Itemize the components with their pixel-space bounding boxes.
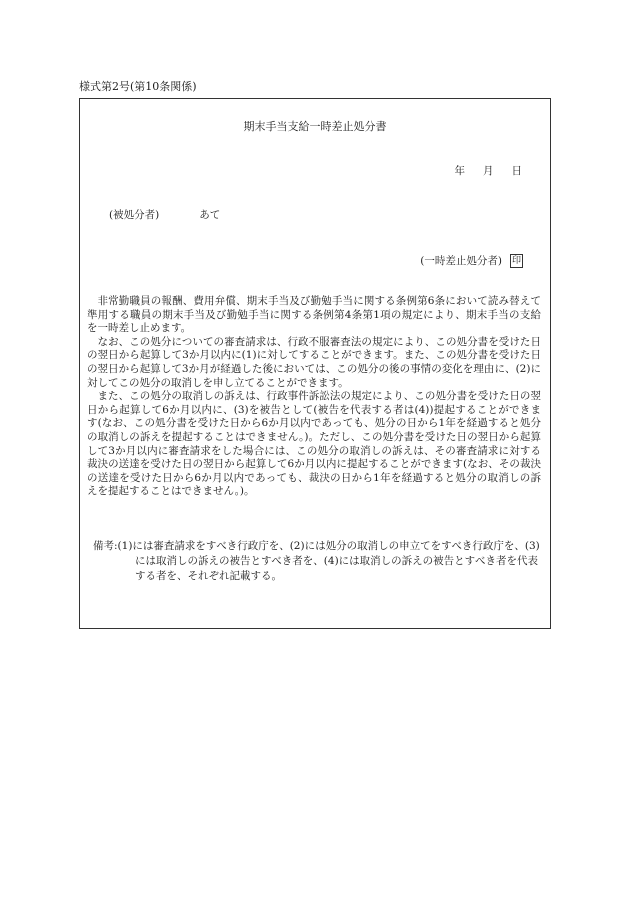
- day-label: 日: [511, 165, 522, 177]
- form-number: 様式第2号(第10条関係): [79, 80, 197, 93]
- document-frame: [79, 98, 551, 629]
- month-label: 月: [483, 165, 494, 177]
- remarks-note: 備考:(1)には審査請求をすべき行政庁を、(2)には処分の取消しの申立てをすべき行政庁を、(3)には取消しの訴えの被告とすべき者を、(4)には取消しの訴えの被告とすべき者を代表する者を、それぞれ記載する。: [93, 540, 540, 582]
- recipient-line: [109, 208, 220, 222]
- date-line: [455, 164, 523, 178]
- document-title: 期末手当支給一時差止処分書: [243, 120, 387, 133]
- year-label: 年: [454, 165, 465, 177]
- recipient-suffix: あて: [199, 209, 221, 221]
- recipient-label: (被処分者): [109, 209, 160, 221]
- paragraph-lawsuit: また、この処分の取消しの訴えは、行政事件訴訟法の規定により、この処分書を受けた日の翌日から起算して6か月以内に、(3)を被告として(被告を代表する者は(4))提起することができます(なお、この処分書を受けた日から6か月以内であっても、処分の日から1年を経過すると処分の取消しの訴えを提起することはできません。)。ただし、この処分書を受けた日の翌日から起算して3か月以内に審査請求をした場合には、この処分の取消しの訴えは、その審査請求に対する裁決の送達を受けた日の翌日から起算して6か月以内に提起することができます(なお、その裁決の送達を受けた日から6か月以内であっても、裁決の日から1年を経過すると処分の取消しの訴えを提起することはできません。)。: [87, 390, 541, 498]
- paragraph-disposition: 非常勤職員の報酬、費用弁償、期末手当及び勤勉手当に関する条例第6条において読み替えて準用する職員の期末手当及び勤勉手当に関する条例第4条第1項の規定により、期末手当の支給を一時差し止めます。: [87, 295, 541, 335]
- body-text: [87, 295, 541, 499]
- paragraph-appeal: なお、この処分についての審査請求は、行政不服審査法の規定により、この処分書を受けた日の翌日から起算して3か月以内に(1)に対してすることができます。また、この処分書を受けた日の翌日から起算して3か月が経過した後においては、この処分の後の事情の変化を理由に、(2)に対してこの処分の取消しを申し立てることができます。: [87, 335, 541, 389]
- issuer-line: [420, 254, 523, 268]
- seal-mark: 印: [511, 256, 521, 266]
- issuer-label: (一時差止処分者): [420, 255, 502, 267]
